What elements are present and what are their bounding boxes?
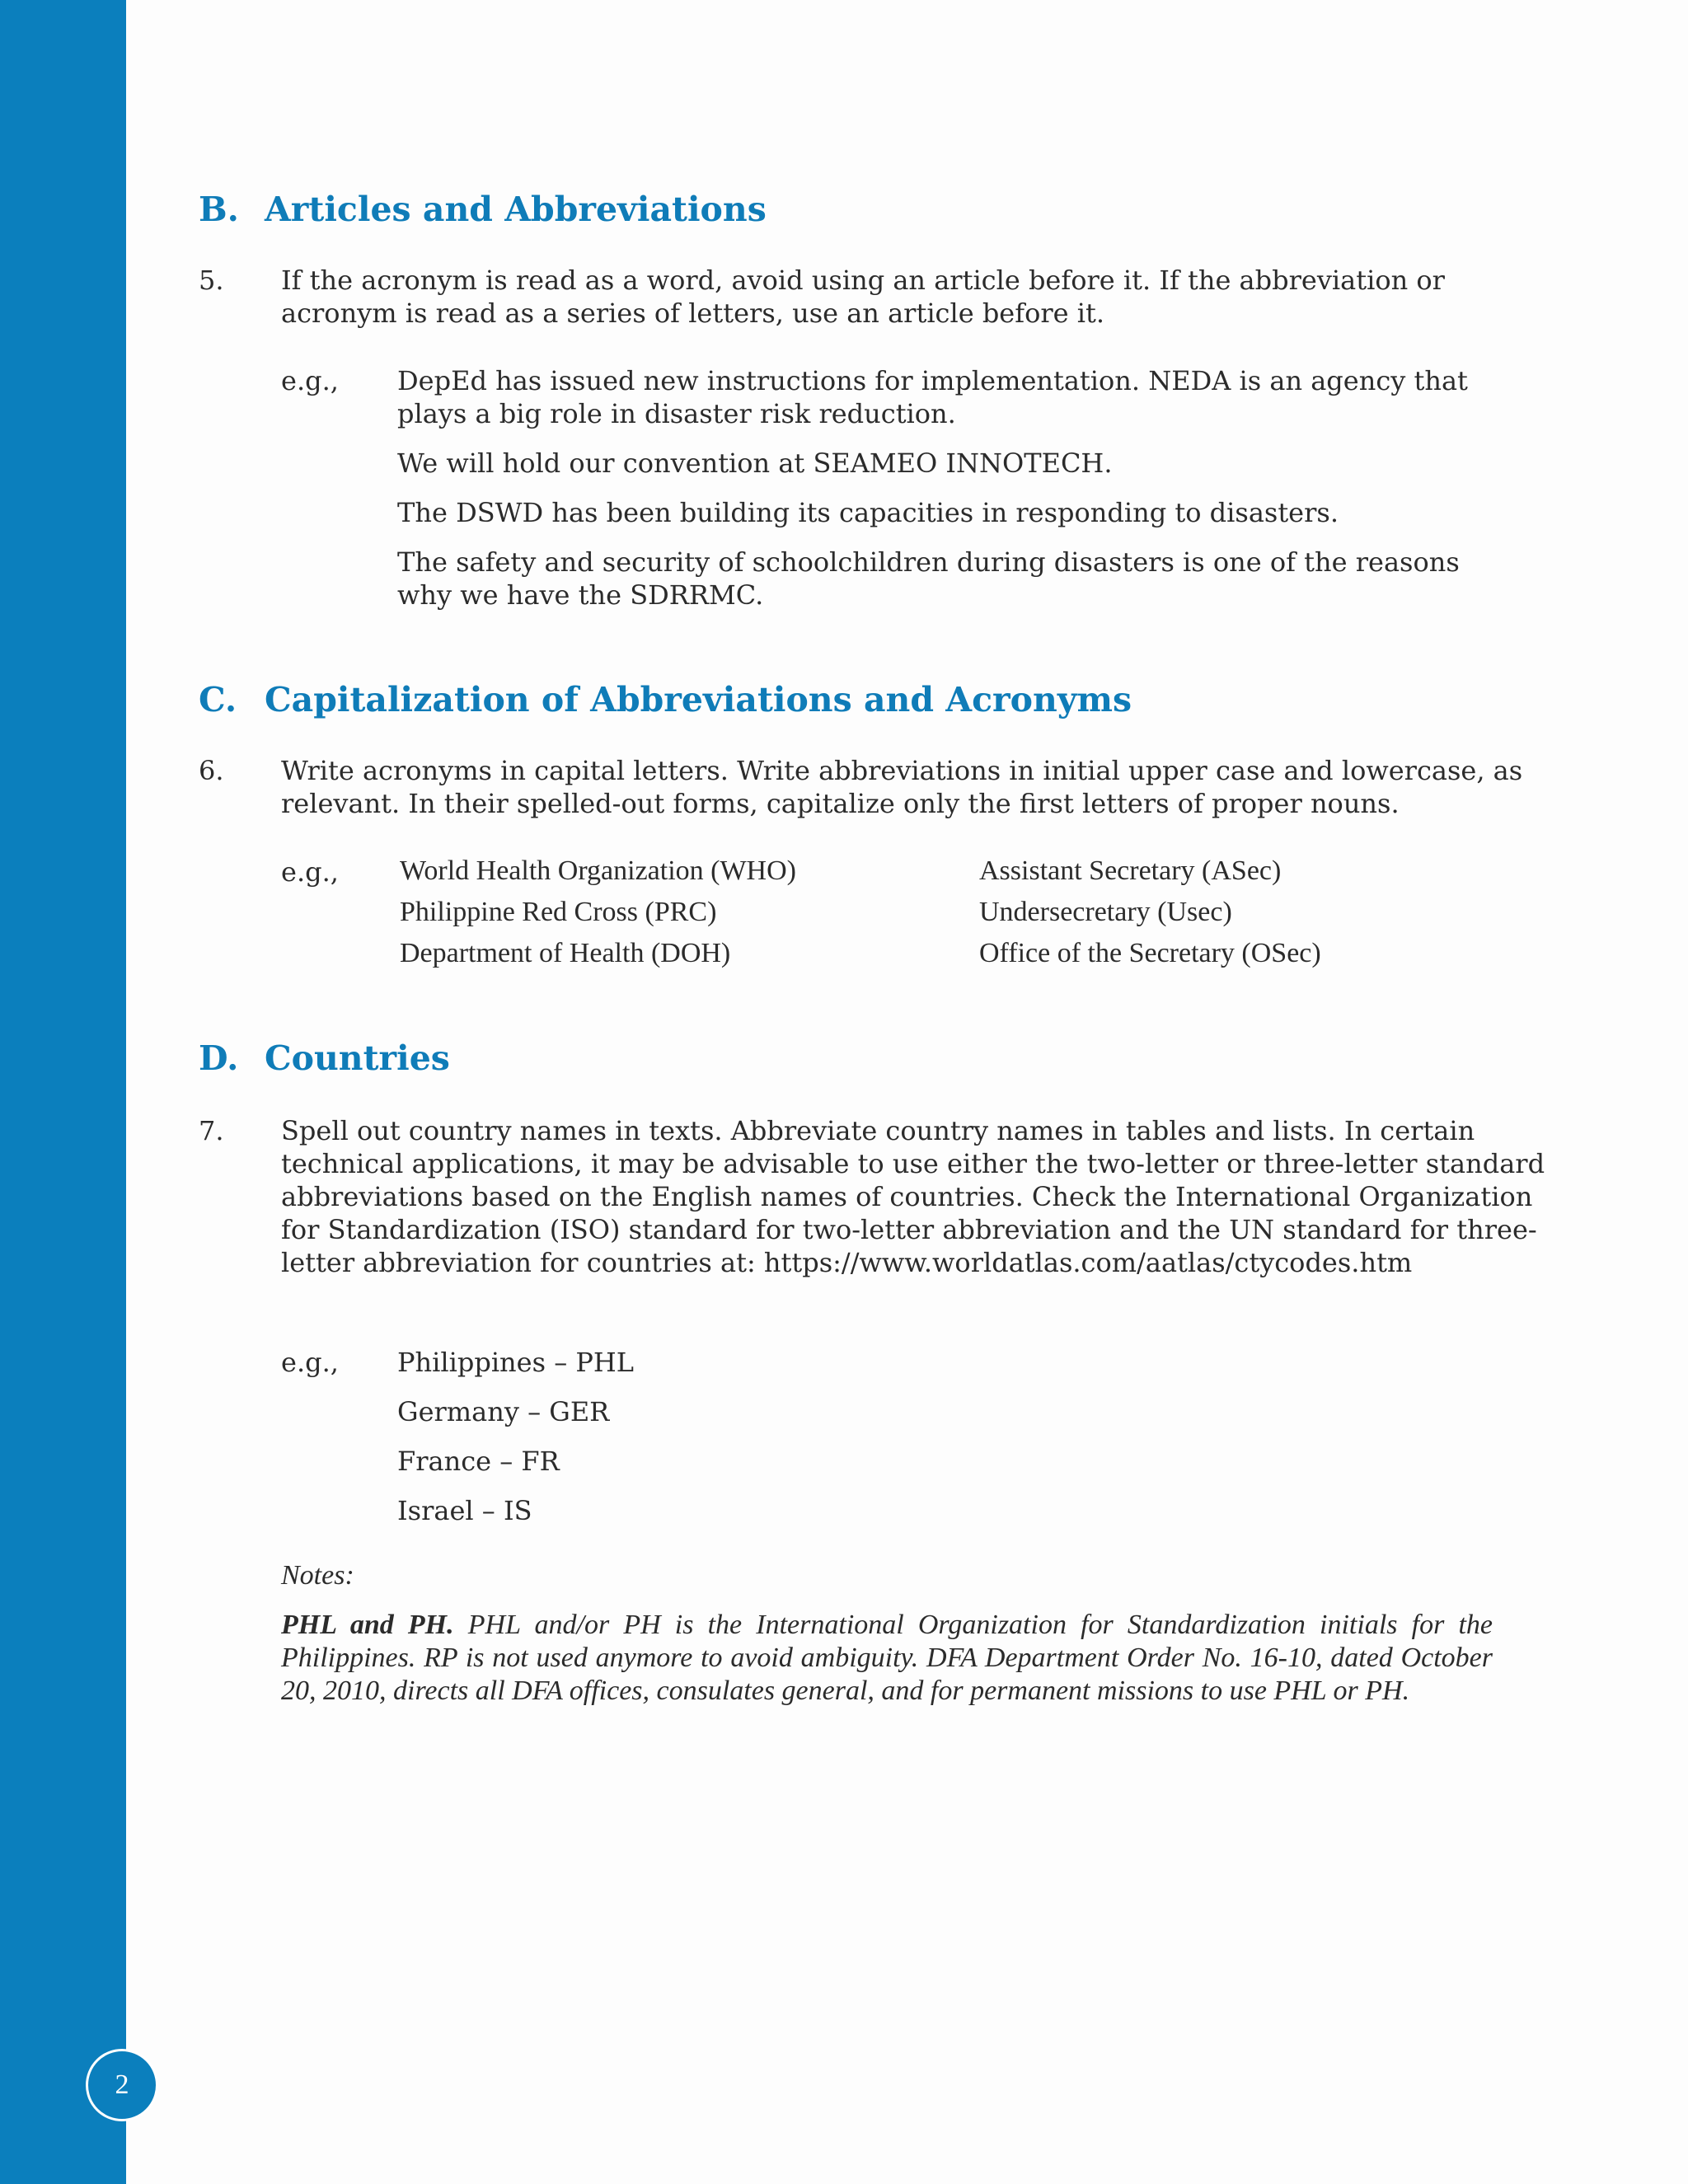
section-title: Articles and Abbreviations [265,190,767,229]
country-example: Philippines – PHL [397,1347,635,1378]
example-line: DepEd has issued new instructions for implementation. NEDA is an agency that plays a big role in disaster risk reduction. [397,365,1468,429]
example-line: We will hold our convention at SEAMEO INNOTECH. [397,448,1113,479]
rule-item-7 [199,1114,1545,1312]
section-letter: C. [199,680,237,719]
notes-label: Notes: [281,1560,354,1591]
example-item: Undersecretary (Usec) [979,897,1232,927]
section-letter: D. [199,1038,239,1078]
sidebar-bar [0,0,126,2184]
left-example-column [400,851,796,974]
notes-text: PHL and/or PH is the International Organization for Standardization initials for the Philippines. RP is not used anymore to avoid ambiguity. DFA Department Order No. 16-10, dated October 20, 2010, directs all DFA offices, consulates general, and for permanent missions to use PHL or PH. [281,1610,1493,1706]
item-text: Spell out country names in texts. Abbreviate country names in tables and lists. In certain technical applications, it may be advisable to use either the two-letter or three-letter standard abbreviations based on the English names of countries. Check the International Organization for Standardization (ISO) standard for two-letter abbreviation and the UN standard for three-letter abbreviation for countries at: https://www.worldatlas.com/aatlas/ctycodes.htm [281,1115,1545,1278]
country-example: France – FR [397,1446,560,1477]
example-item: Office of the Secretary (OSec) [979,938,1321,968]
section-title: Capitalization of Abbreviations and Acronyms [265,680,1132,719]
section-heading-d [199,1038,450,1078]
country-example: Israel – IS [397,1495,532,1526]
section-letter: B. [199,190,239,229]
example-item: Assistant Secretary (ASec) [979,855,1282,886]
eg-label: e.g., [281,365,339,396]
rule-item-5 [199,264,1501,330]
item-number: 6. [199,755,224,786]
item-text: Write acronyms in capital letters. Write abbreviations in initial upper case and lowercase, as relevant. In their spelled-out forms, capitalize only the first letters of proper nouns. [281,755,1523,819]
eg-label: e.g., [281,1347,339,1378]
item-number: 5. [199,265,224,296]
notes-body [281,1609,1493,1708]
right-example-column [979,851,1321,974]
country-example: Germany – GER [397,1396,610,1427]
item-number: 7. [199,1115,224,1146]
eg-label: e.g., [281,856,339,888]
notes-bold-term: PHL and PH. [281,1610,454,1640]
section-heading-c [199,680,1132,719]
example-item: Department of Health (DOH) [400,938,731,968]
example-line: The DSWD has been building its capacities in responding to disasters. [397,497,1339,528]
rule-item-6 [199,754,1523,820]
section-heading-b [199,190,767,229]
item-text: If the acronym is read as a word, avoid using an article before it. If the abbreviation or acronym is read as a series of letters, use an article before it. [281,265,1445,329]
example-line: The safety and security of schoolchildren during disasters is one of the reasons why we have the SDRRMC. [397,546,1460,611]
example-item: World Health Organization (WHO) [400,855,796,886]
section-title: Countries [265,1038,450,1078]
page-number: 2 [86,2049,158,2121]
example-item: Philippine Red Cross (PRC) [400,897,717,927]
